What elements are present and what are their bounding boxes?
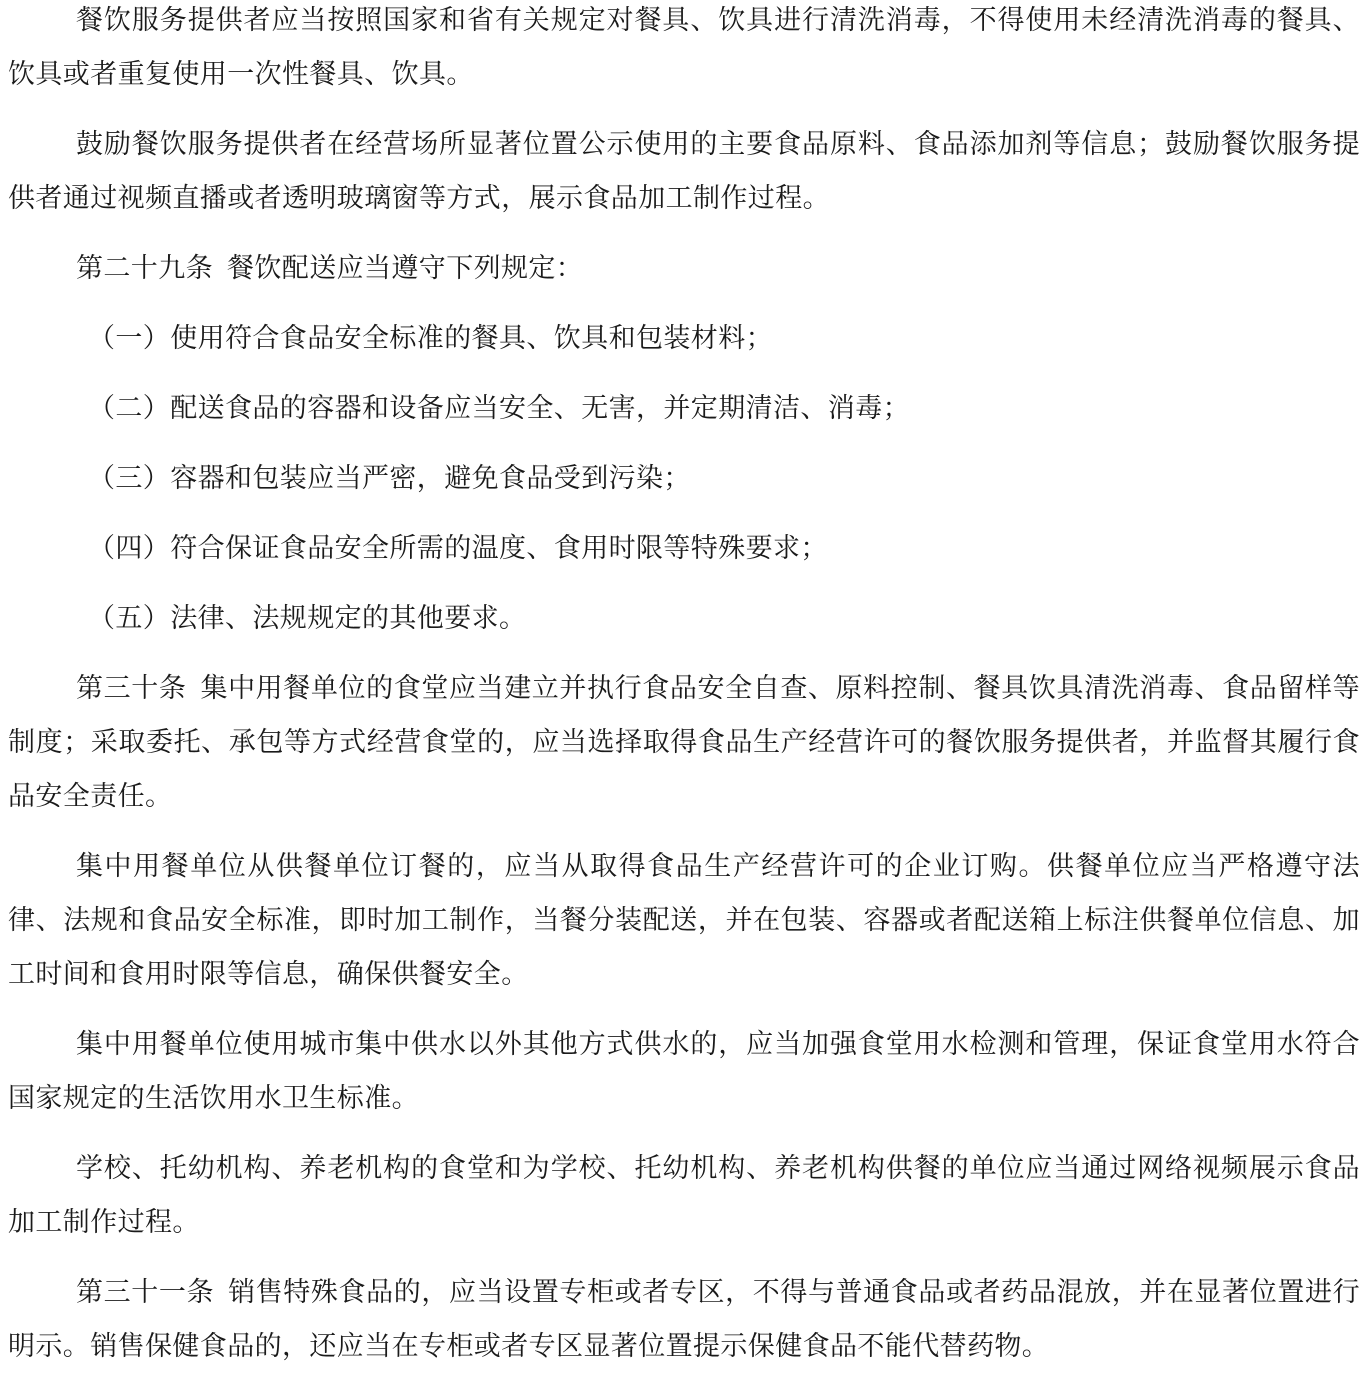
article-30-text: 集中用餐单位的食堂应当建立并执行食品安全自查、原料控制、餐具饮具清洗消毒、食品留样等制度；采取委托、承包等方式经营食堂的，应当选择取得食品生产经营许可的餐饮服务提供者，并监督其履行食品安全责任。 [8, 673, 1360, 812]
paragraph-display-info: 鼓励餐饮服务提供者在经营场所显著位置公示使用的主要食品原料、食品添加剂等信息；鼓励餐饮服务提供者通过视频直播或者透明玻璃窗等方式，展示食品加工制作过程。 [8, 129, 1360, 214]
list-item-3: （三）容器和包装应当严密，避免食品受到污染； [88, 463, 691, 494]
article-31 [8, 1266, 1360, 1374]
list-item-4: （四）符合保证食品安全所需的温度、食用时限等特殊要求； [88, 533, 828, 564]
article-31-heading: 第三十一条 [76, 1277, 215, 1308]
article-30-heading: 第三十条 [76, 673, 187, 704]
list-item-2: （二）配送食品的容器和设备应当安全、无害，并定期清洁、消毒； [88, 393, 910, 424]
article-29-text: 餐饮配送应当遵守下列规定： [227, 253, 584, 284]
paragraph-catering-order: 集中用餐单位从供餐单位订餐的，应当从取得食品生产经营许可的企业订购。供餐单位应当严格遵守法律、法规和食品安全标准，即时加工制作，当餐分装配送，并在包装、容器或者配送箱上标注供餐单位信息、加工时间和食用时限等信息，确保供餐安全。 [8, 851, 1360, 990]
list-item-1: （一）使用符合食品安全标准的餐具、饮具和包装材料； [88, 323, 773, 354]
article-29-heading: 第二十九条 [76, 253, 213, 284]
article-30 [8, 662, 1360, 824]
paragraph-tableware-cleaning: 餐饮服务提供者应当按照国家和省有关规定对餐具、饮具进行清洗消毒，不得使用未经清洗消毒的餐具、饮具或者重复使用一次性餐具、饮具。 [8, 5, 1360, 90]
article-31-text: 销售特殊食品的，应当设置专柜或者专区，不得与普通食品或者药品混放，并在显著位置进行明示。销售保健食品的，还应当在专柜或者专区显著位置提示保健食品不能代替药物。 [8, 1277, 1361, 1362]
document-body [8, 0, 1360, 1374]
article-29 [8, 242, 1360, 296]
list-item-5: （五）法律、法规规定的其他要求。 [88, 603, 527, 634]
paragraph-video-display: 学校、托幼机构、养老机构的食堂和为学校、托幼机构、养老机构供餐的单位应当通过网络视频展示食品加工制作过程。 [8, 1153, 1360, 1238]
paragraph-water-supply: 集中用餐单位使用城市集中供水以外其他方式供水的，应当加强食堂用水检测和管理，保证食堂用水符合国家规定的生活饮用水卫生标准。 [8, 1029, 1360, 1114]
